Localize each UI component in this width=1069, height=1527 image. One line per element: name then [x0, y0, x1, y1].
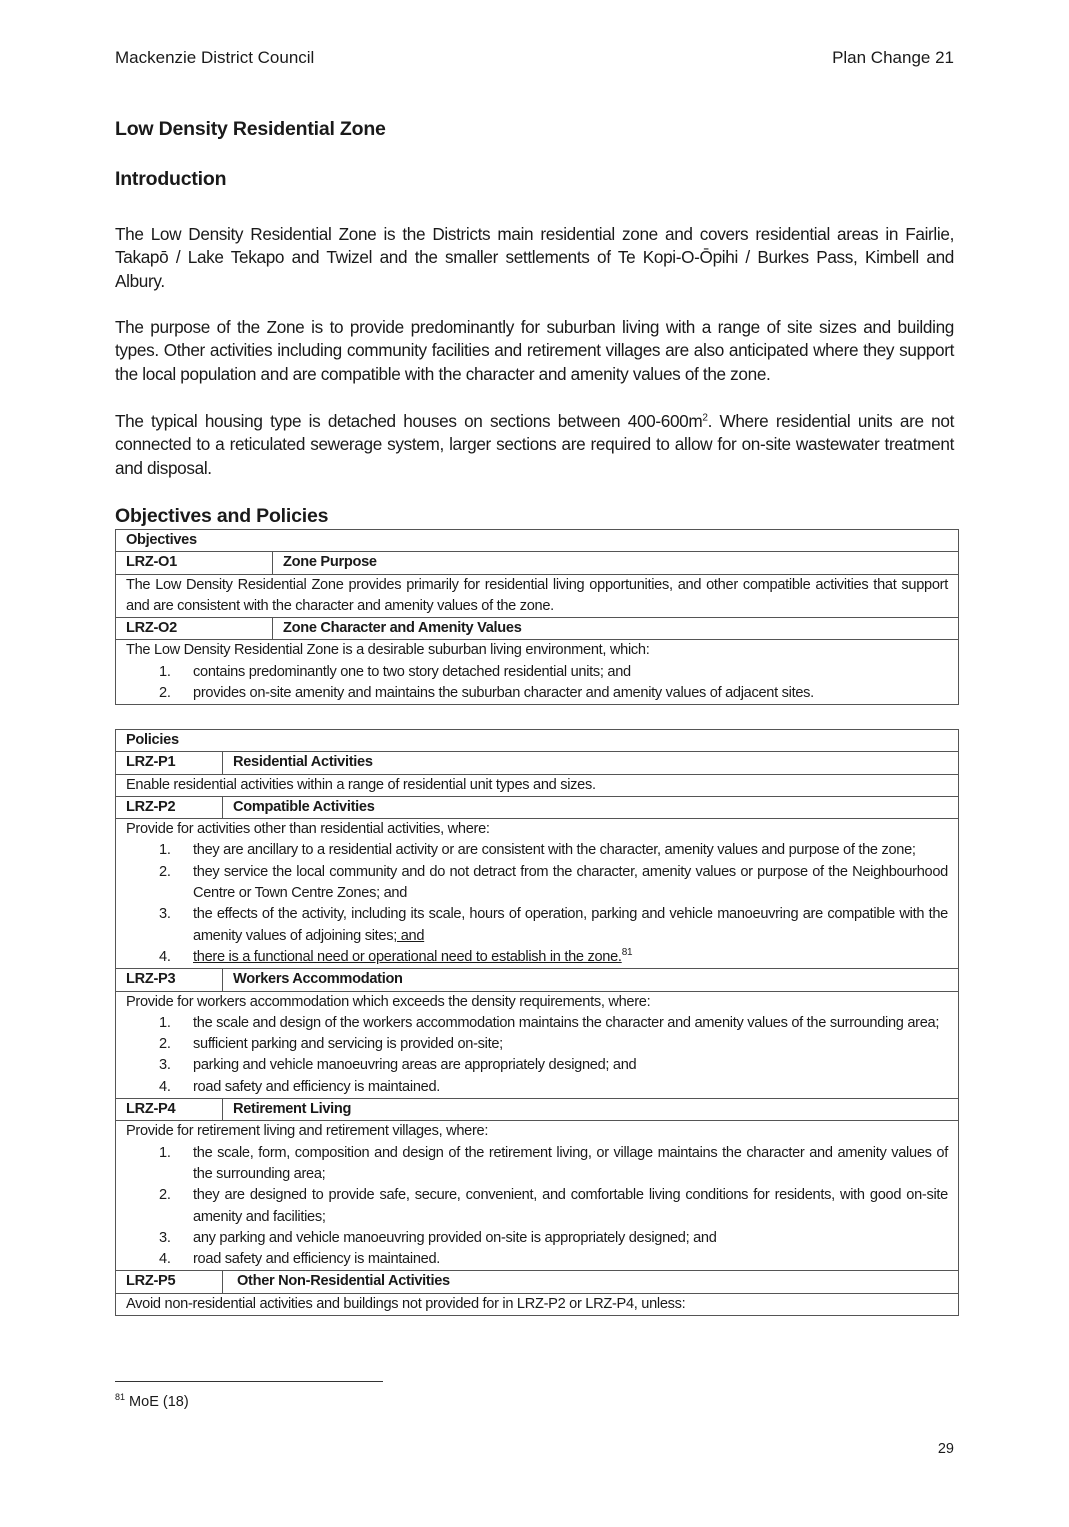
policy-list-item-4 — [126, 947, 948, 968]
list-item — [126, 1143, 948, 1186]
list-number: 4. — [159, 1251, 171, 1268]
list-text: sufficient parking and servicing is provided on-site; — [193, 1036, 503, 1053]
policy-row-p1 — [116, 752, 959, 774]
policy-row-p3 — [116, 969, 959, 991]
list-number: 1. — [159, 842, 171, 859]
policy-code: LRZ-P2 — [116, 796, 223, 818]
policy-body — [116, 819, 959, 969]
objective-title: Zone Character and Amenity Values — [273, 618, 959, 640]
list-item — [126, 1185, 948, 1228]
policy-intro: Provide for activities other than residential activities, where: — [126, 821, 490, 838]
list-item — [126, 1055, 948, 1076]
list-item — [126, 662, 948, 683]
objective-title: Zone Purpose — [273, 552, 959, 574]
policy-title: Other Non-Residential Activities — [223, 1271, 959, 1293]
page-number: 29 — [937, 1441, 954, 1457]
policy-body — [116, 1121, 959, 1271]
list-number: 1. — [159, 663, 171, 680]
objective-row-o1 — [116, 552, 959, 574]
table-header-row — [116, 730, 959, 752]
policy-list — [126, 1013, 948, 1098]
objective-intro: The Low Density Residential Zone is a desirable suburban living environment, which: — [126, 642, 650, 659]
objective-text: The Low Density Residential Zone provides primarily for residential living opportunities, and other compatible activities that support and are consistent with the character and amenity values of the zone. — [116, 574, 959, 618]
list-text: they are designed to provide safe, secure, convenient, and comfortable living conditions for residents, with good on-site amenity and facilities; — [193, 1187, 948, 1225]
footnote-reference[interactable]: 81 — [621, 947, 633, 959]
policy-text: Enable residential activities within a range of residential unit types and sizes. — [116, 774, 959, 796]
policy-text: Avoid non-residential activities and buildings not provided for in LRZ-P2 or LRZ-P4, unless: — [116, 1293, 959, 1315]
objectives-table — [115, 529, 959, 705]
header-organisation: Mackenzie District Council — [115, 48, 315, 67]
zone-title: Low Density Residential Zone — [115, 118, 386, 140]
list-text: they are ancillary to a residential activity or are consistent with the character, amenity values and purpose of the zone; — [193, 842, 916, 859]
objective-code: LRZ-O2 — [116, 618, 273, 640]
policy-list — [126, 1143, 948, 1271]
intro-paragraph-1: The Low Density Residential Zone is the Districts main residential zone and covers residential areas in Fairlie, Takapō / Lake Tekapo and Twizel and the smaller settlements of Te Kopi-O-Ōpihi / Burkes Pass, Kimbell and Albury. — [115, 224, 954, 291]
list-text: road safety and efficiency is maintained. — [193, 1251, 441, 1268]
policy-title: Retirement Living — [223, 1099, 959, 1121]
objective-list — [126, 662, 948, 705]
list-text: provides on-site amenity and maintains the suburban character and amenity values of adjacent sites. — [193, 685, 814, 702]
list-number: 3. — [159, 1229, 171, 1246]
footnote-divider — [115, 1381, 383, 1382]
superscript-squared: 2 — [702, 412, 708, 424]
footnote — [115, 1394, 189, 1410]
list-item — [126, 1034, 948, 1055]
introduction-heading: Introduction — [115, 168, 227, 190]
list-item — [126, 1228, 948, 1249]
intro-paragraph-2: The purpose of the Zone is to provide predominantly for suburban living with a range of site sizes and building types. Other activities including community facilities and retirement villages are also anticipated where they support the local population and are compatible with the character and amenity values of the zone. — [115, 317, 954, 384]
list-item — [126, 683, 948, 704]
list-text: road safety and efficiency is maintained. — [193, 1078, 441, 1095]
policies-header: Policies — [116, 730, 959, 752]
list-number: 2. — [159, 1036, 171, 1053]
list-number: 4. — [159, 1078, 171, 1095]
policy-code: LRZ-P4 — [116, 1099, 223, 1121]
list-item — [126, 904, 948, 947]
list-text: contains predominantly one to two story detached residential units; and — [193, 663, 631, 680]
list-text: the scale, form, composition and design of the retirement living, or village maintains the character and amenity values of the surrounding area; — [193, 1144, 948, 1182]
policy-row-p5 — [116, 1271, 959, 1293]
list-item — [126, 1077, 948, 1098]
list-item: 4. there is a functional need or operational need to establish in the zone.$^{81}$ — [159, 947, 633, 965]
policy-code: LRZ-P3 — [116, 969, 223, 991]
objective-code: LRZ-O1 — [116, 552, 273, 574]
footnote-number: 81 — [115, 1392, 126, 1403]
list-text: parking and vehicle manoeuvring areas are appropriately designed; and — [193, 1057, 637, 1074]
list-text: the scale and design of the workers accommodation maintains the character and amenity values of the surrounding area; — [193, 1014, 940, 1031]
header-plan-change: Plan Change 21 — [832, 48, 954, 67]
policy-code: LRZ-P1 — [116, 752, 223, 774]
list-item — [126, 840, 948, 861]
intro-paragraph-3: The typical housing type is detached houses on sections between $400-600m^2$. Where residential units are not connected to a reticulated sewerage system, larger sections are required to allow for on-site wastewater treatment and disposal. — [115, 411, 954, 478]
policy-body — [116, 991, 959, 1098]
policy-list — [126, 840, 948, 946]
list-number: 1. — [159, 1014, 171, 1031]
policy-row-p4 — [116, 1099, 959, 1121]
footnote-text: MoE (18) — [129, 1394, 189, 1410]
policy-title: Compatible Activities — [223, 796, 959, 818]
policy-intro: Provide for retirement living and retirement villages, where: — [126, 1123, 489, 1140]
policy-code: LRZ-P5 — [116, 1271, 223, 1293]
list-item — [126, 1013, 948, 1034]
list-number: 2. — [159, 863, 171, 880]
list-item — [126, 1249, 948, 1270]
list-number: 2. — [159, 1187, 171, 1204]
policy-title: Workers Accommodation — [223, 969, 959, 991]
objective-row-o2 — [116, 618, 959, 640]
list-text: the effects of the activity, including its scale, hours of operation, parking and vehicle manoeuvring are compatible with the amenity values of adjoining sites — [193, 906, 948, 944]
objective-body — [116, 640, 959, 705]
objectives-policies-heading: Objectives and Policies — [115, 505, 329, 527]
list-number: 3. — [159, 1057, 171, 1074]
policy-row-p2 — [116, 796, 959, 818]
list-number: 2. — [159, 685, 171, 702]
policy-intro: Provide for workers accommodation which exceeds the density requirements, where: — [126, 993, 651, 1010]
policy-title: Residential Activities — [223, 752, 959, 774]
list-text-insertion: ; and — [393, 927, 425, 944]
list-text: any parking and vehicle manoeuvring provided on-site is appropriately designed; and — [193, 1229, 717, 1246]
list-number: 1. — [159, 1144, 171, 1161]
objectives-header: Objectives — [116, 530, 959, 552]
list-text: they service the local community and do not detract from the character, amenity values or purpose of the Neighbourhood Centre or Town Centre Zones; and — [193, 863, 948, 902]
policies-table — [115, 729, 959, 1316]
list-number: 3. — [159, 906, 171, 923]
list-item — [126, 862, 948, 905]
table-header-row — [116, 530, 959, 552]
